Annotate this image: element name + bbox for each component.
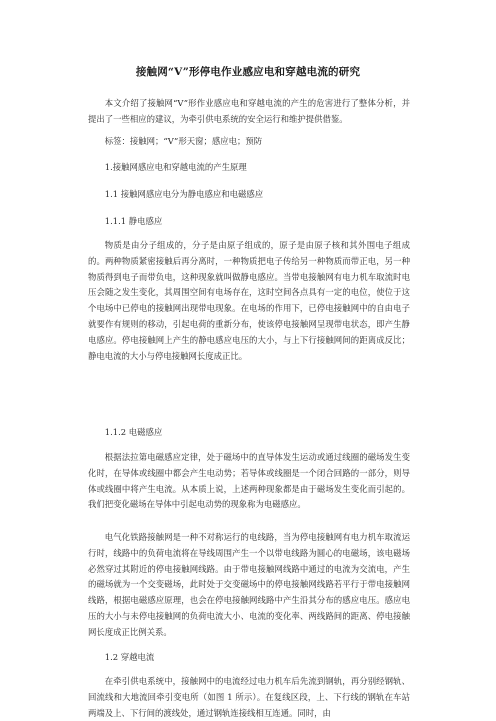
paragraph-through-current: 在牵引供电系统中，接触网中的电流经过电力机车后先流到钢轨，再分别经钢轨、回流线和大地流回牵引变电所（如图 1 所示）。在复线区段，上、下行线的钢轨在车站两端及上、下行间的渡线处，通过钢轨连接线相互连通。同时，由 <box>88 676 410 718</box>
section-1-1-1-heading: 1.1.1 静电感应 <box>104 216 163 226</box>
document-title: 接触网“V”形停电作业感应电和穿越电流的研究 <box>135 66 361 78</box>
keywords-line: 标签：接触网；“V”形天窗；感应电；预防 <box>104 136 263 146</box>
section-1-1-heading: 1.1 接触网感应电分为静电感应和电磁感应 <box>104 189 264 199</box>
abstract-paragraph: 本文介绍了接触网“V”形作业感应电和穿越电流的产生的危害进行了整体分析，并提出了一些相应的建议，为牵引供电系统的安全运行和维护提供借鉴。 <box>88 98 410 124</box>
paragraph-electromagnetic-2: 电气化铁路接触网是一种不对称运行的电线路，当为停电接触网有电力机车取流运行时，线路中的负荷电流将在导线周围产生一个以带电线路为圆心的电磁场，该电磁场必然穿过其附近的停电接触网线路。由于带电接触网线路中通过的电流为交流电，产生的磁场就为一个交变磁场，此时处于交变磁场中的停电接触网线路若平行于带电接触网线路，根据电磁感应原理，也会在停电接触网线路中产生沿其分布的感应电压。感应电压的大小与未停电接触网的负荷电流大小、电流的变化率、两线路间的距离、停电接触网长度成正比例关系。 <box>88 532 410 637</box>
section-1-1-2-heading: 1.1.2 电磁感应 <box>104 427 163 437</box>
section-1-heading: 1.接触网感应电和穿越电流的产生原理 <box>104 162 247 172</box>
paragraph-electrostatic: 物质是由分子组成的，分子是由原子组成的，原子是由原子核和其外围电子组成的。两种物质紧密接触后再分离时，一种物质把电子传给另一种物质而带正电，另一种物质得到电子而带负电，这种现象就叫做静电感应。当带电接触网有电力机车取流时电压会随之发生变化，其周围空间有电场存在，这时空间各点具有一定的电位，使位于这个电场中已停电的接触网出现带电现象。在电场的作用下，已停电接触网中的自由电子就要作有规则的移动，引起电荷的重新分布，使该停电接触网呈现带电状态，即产生静电感应。停电接触网上产生的静电感应电压的大小，与上下行接触网间的距离成反比；静电电流的大小与停电接触网长度成正比。 <box>88 240 410 361</box>
paragraph-electromagnetic-1: 根据法拉第电磁感应定律，处于磁场中的直导体发生运动或通过线圈的磁场发生变化时，在导体或线圈中都会产生电动势；若导体或线圈是一个闭合回路的一部分，则导体或线圈中将产生电流。从本质上说，上述两种现象都是由于磁场发生变化而引起的。我们把变化磁场在导体中引起电动势的现象称为电磁感应。 <box>88 452 410 510</box>
section-1-2-heading: 1.2 穿越电流 <box>104 652 155 662</box>
